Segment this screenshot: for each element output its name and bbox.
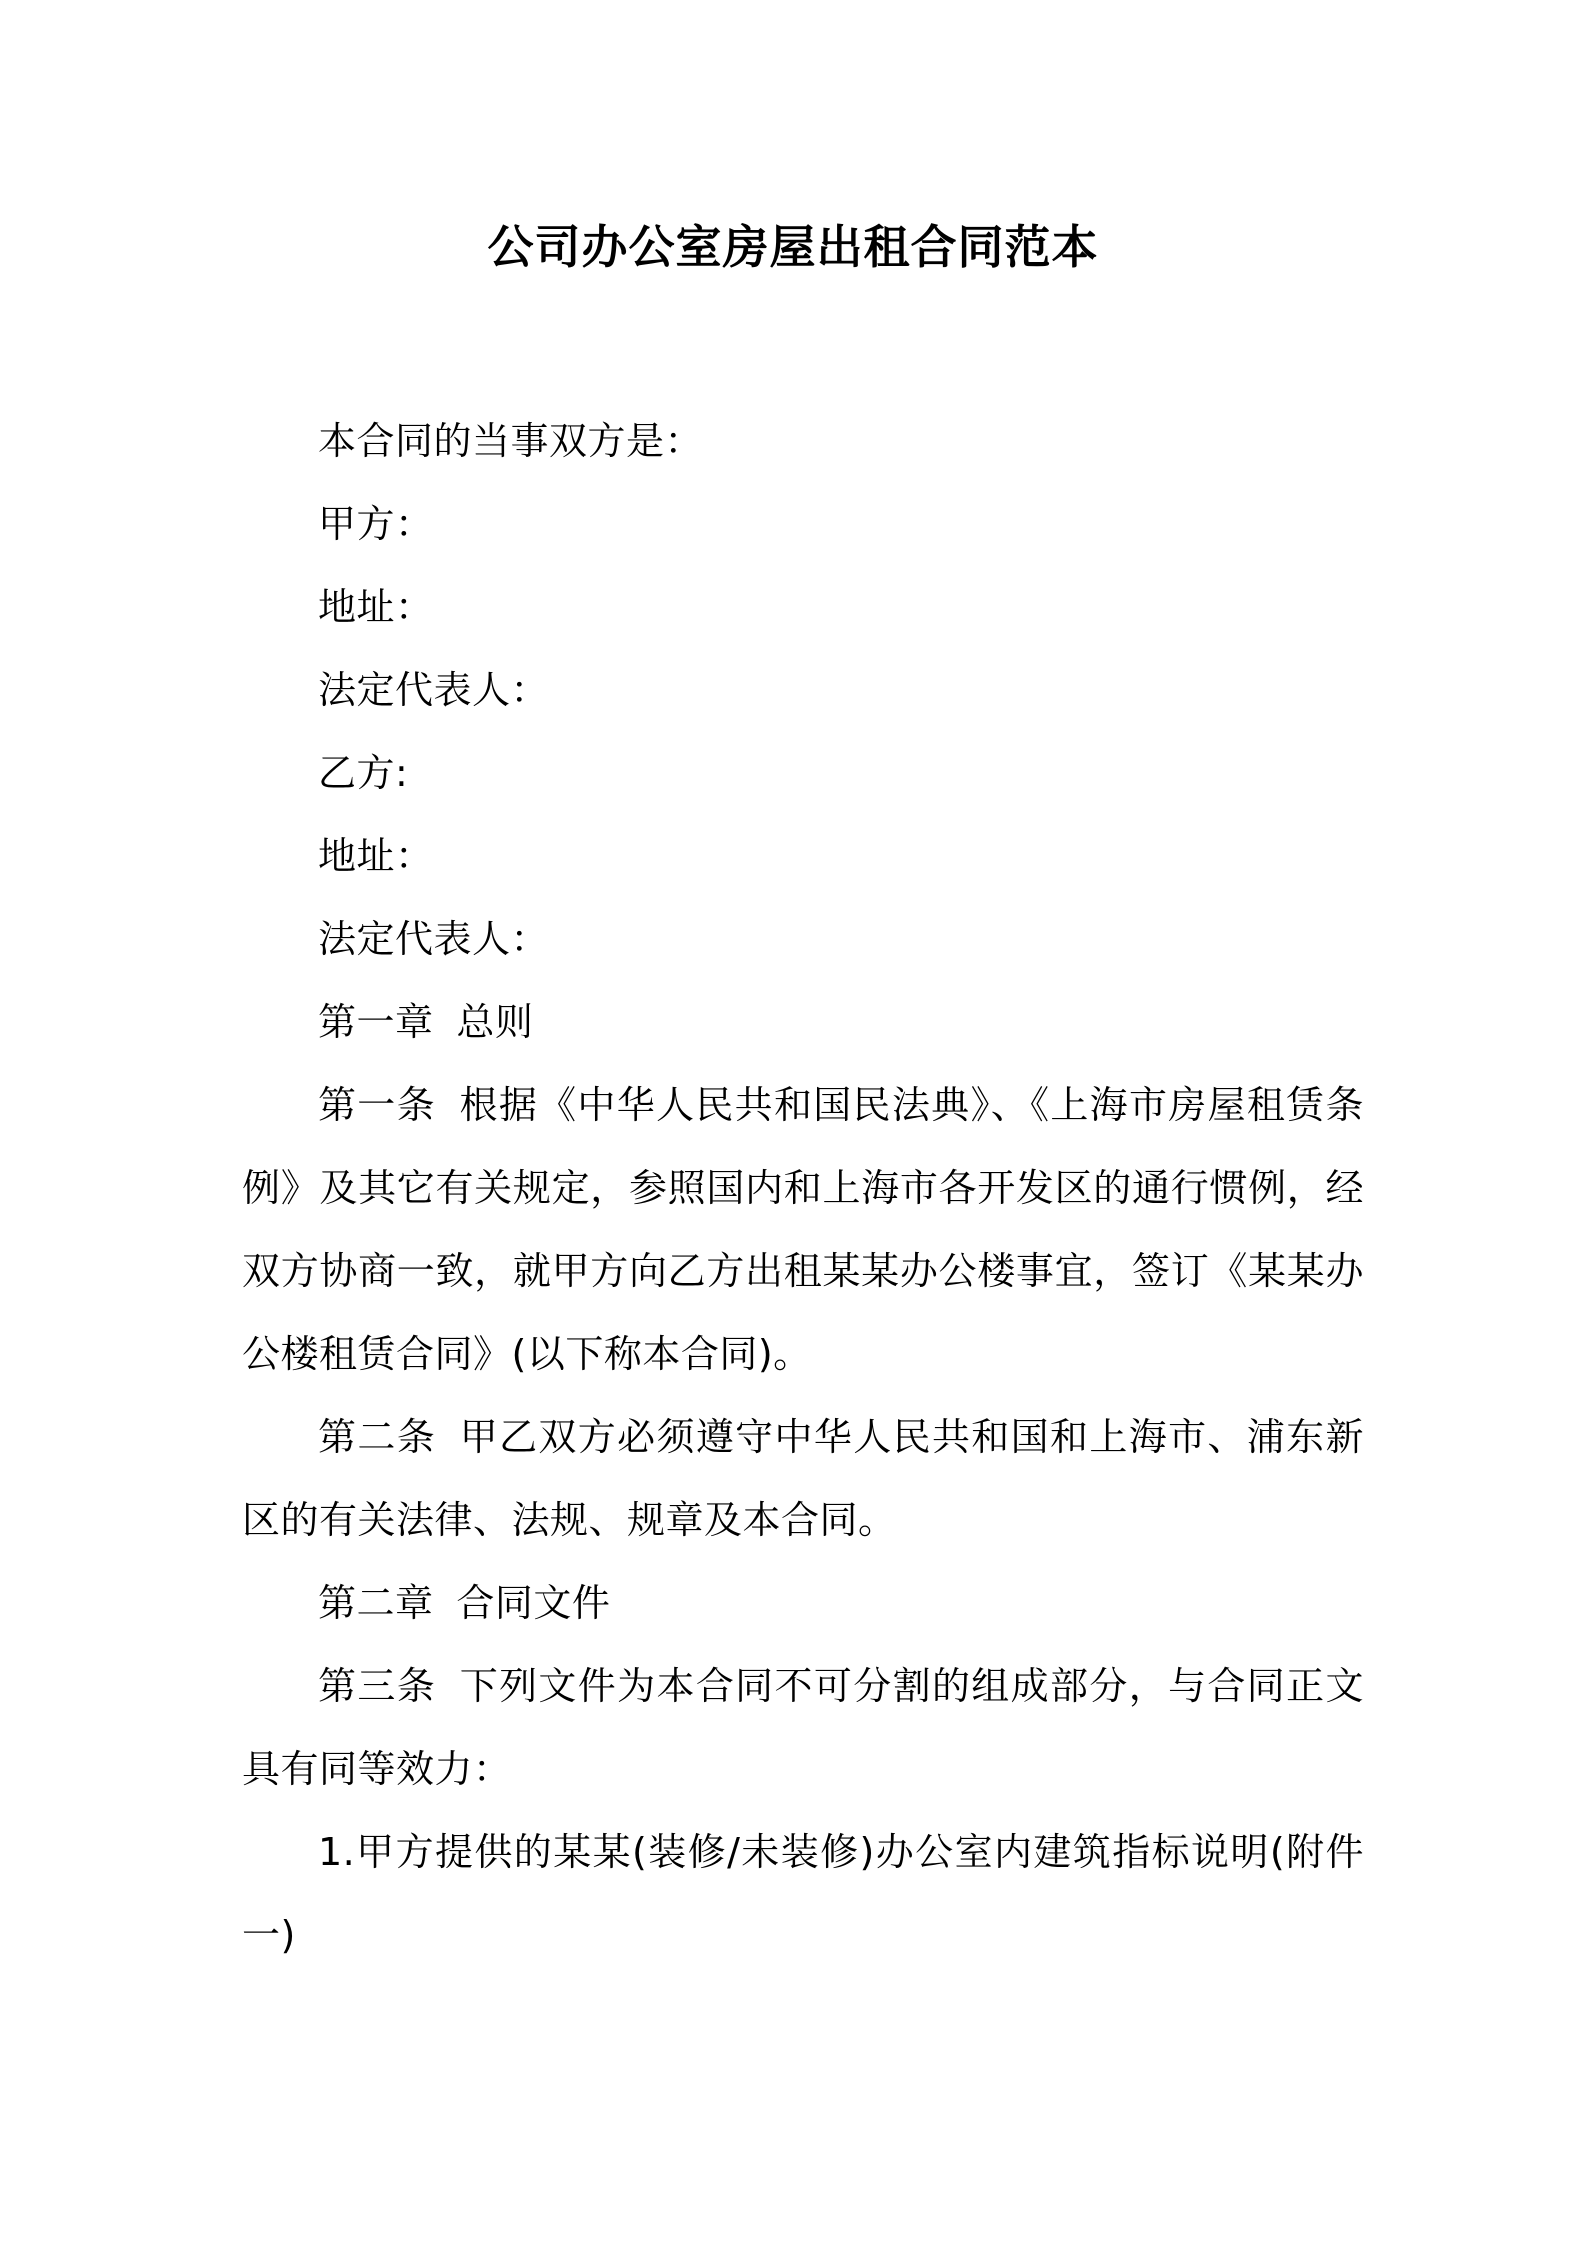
article-3 (242, 1645, 1364, 1811)
intro-line: 本合同的当事双方是： (318, 419, 704, 463)
article-1 (242, 1064, 1364, 1396)
article-1-number: 第一条 (318, 1083, 436, 1127)
party-a-address: 地址： (318, 585, 434, 629)
chapter-1-heading (242, 981, 1364, 1064)
chapter-2-title: 合同文件 (456, 1581, 611, 1625)
chapter-1-number: 第一章 (318, 1000, 434, 1044)
document-title: 公司办公室房屋出租合同范本 (487, 220, 1099, 274)
chapter-2-heading (242, 1562, 1364, 1645)
article-3-text: 下列文件为本合同不可分割的组成部分，与合同正文具有同等效力： (242, 1664, 1364, 1791)
chapter-1-title: 总则 (456, 1000, 534, 1044)
party-b-address: 地址： (318, 834, 434, 878)
party-a-representative: 法定代表人： (318, 668, 550, 712)
article-1-text: 根据《中华人民共和国民法典》、《上海市房屋租赁条例》及其它有关规定，参照国内和上海市各开发区的通行惯例，经双方协商一致，就甲方向乙方出租某某办公楼事宜，签订《某某办公楼租赁合同》(以下称本合同)。 (242, 1083, 1364, 1376)
party-a-label: 甲方： (318, 502, 434, 546)
article-3-number: 第三条 (318, 1664, 437, 1708)
item-1: 1.甲方提供的某某(装修/未装修)办公室内建筑指标说明(附件一) (242, 1830, 1364, 1957)
party-b-representative: 法定代表人： (318, 917, 550, 961)
chapter-2-number: 第二章 (318, 1581, 434, 1625)
document-body (242, 400, 1364, 1977)
article-2 (242, 1396, 1364, 1562)
party-b-label: 乙方: (318, 751, 409, 795)
article-2-number: 第二条 (318, 1415, 437, 1459)
article-2-text: 甲乙双方必须遵守中华人民共和国和上海市、浦东新区的有关法律、法规、规章及本合同。 (242, 1415, 1364, 1542)
